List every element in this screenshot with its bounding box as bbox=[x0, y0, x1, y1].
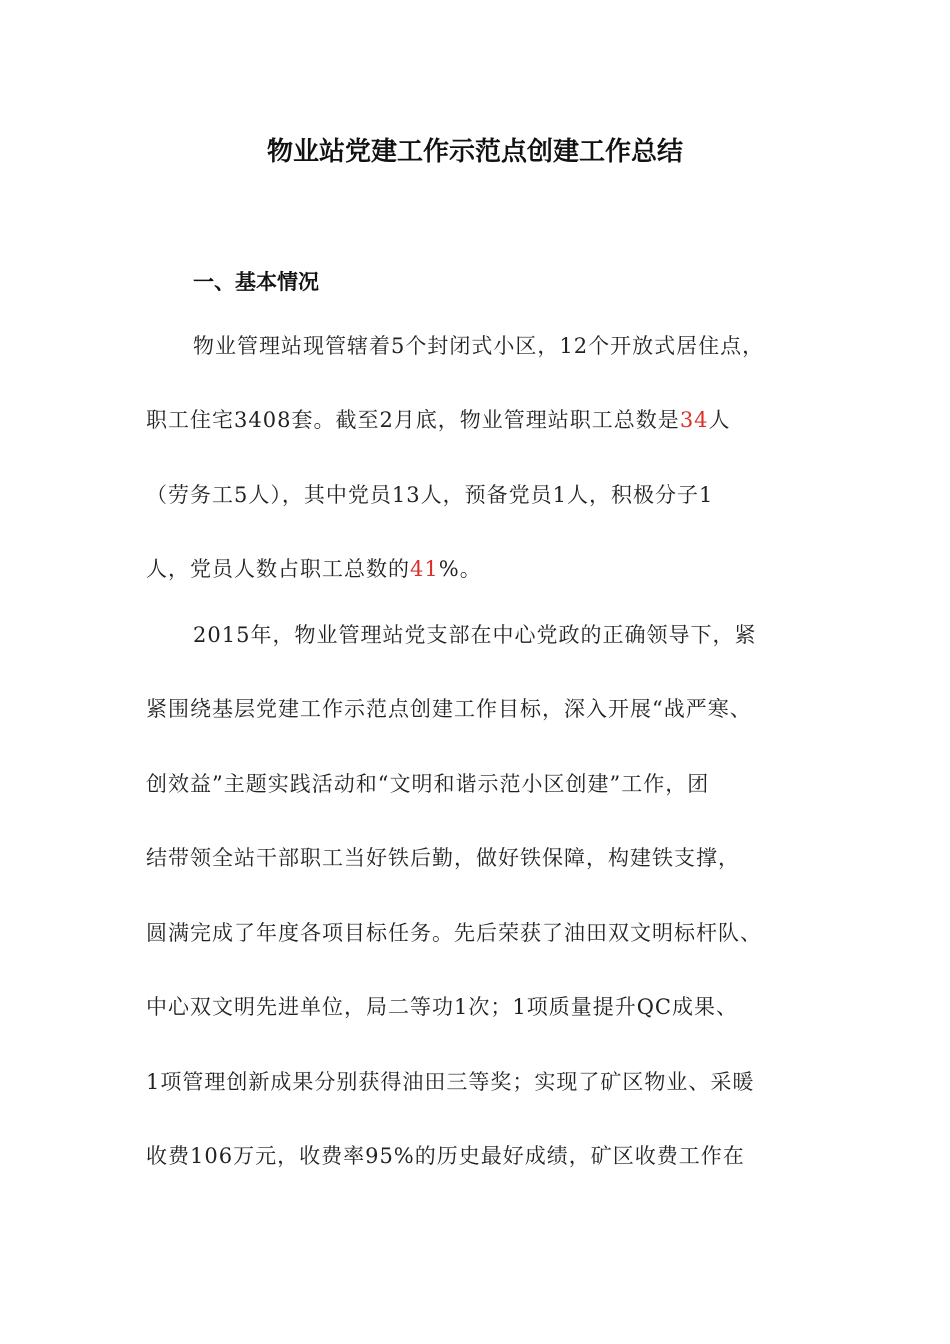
paragraph-line bbox=[146, 477, 713, 513]
text-run: 职工住宅3408套。截至2月底，物业管理站职工总数是 bbox=[146, 408, 680, 432]
text-run: 结带领全站干部职工当好铁后勤，做好铁保障，构建铁支撑， bbox=[146, 846, 740, 870]
text-run: 2015年，物业管理站党支部在中心党政的正确领导下，紧 bbox=[193, 623, 757, 647]
paragraph-line bbox=[193, 617, 756, 653]
paragraph-line bbox=[146, 840, 740, 876]
text-run: 创效益”主题实践活动和“文明和谐示范小区创建”工作，团 bbox=[146, 772, 710, 796]
paragraph-line bbox=[146, 691, 752, 727]
text-run: %。 bbox=[438, 557, 482, 581]
paragraph-line bbox=[193, 328, 764, 364]
highlighted-staff-count: 34 bbox=[679, 408, 709, 432]
paragraph-line bbox=[146, 766, 709, 802]
text-run: 1项管理创新成果分别获得油田三等奖；实现了矿区物业、采暖 bbox=[146, 1070, 755, 1094]
text-run: 人 bbox=[708, 408, 731, 432]
text-run: 圆满完成了年度各项目标任务。先后荣获了油田双文明标杆队、 bbox=[146, 921, 762, 945]
text-run: 收费106万元，收费率95%的历史最好成绩，矿区收费工作在 bbox=[146, 1144, 745, 1168]
text-run: 人，党员人数占职工总数的 bbox=[146, 557, 410, 581]
highlighted-party-percentage: 41 bbox=[410, 557, 439, 581]
text-run: 中心双文明先进单位，局二等功1次；1项质量提升QC成果、 bbox=[146, 995, 739, 1019]
paragraph-line bbox=[146, 1064, 754, 1100]
text-run: 物业管理站现管辖着5个封闭式小区，12个开放式居住点， bbox=[193, 334, 765, 358]
paragraph-line bbox=[146, 915, 762, 951]
paragraph-line bbox=[146, 989, 738, 1025]
paragraph-line bbox=[146, 402, 731, 438]
paragraph-line bbox=[146, 551, 482, 587]
paragraph-line bbox=[146, 1138, 745, 1174]
section-heading-basic-situation: 一、基本情况 bbox=[193, 270, 319, 294]
text-run: 紧围绕基层党建工作示范点创建工作目标，深入开展“战严寒、 bbox=[146, 697, 752, 721]
document-title: 物业站党建工作示范点创建工作总结 bbox=[266, 137, 683, 167]
text-run: （劳务工5人），其中党员13人，预备党员1人，积极分子1 bbox=[146, 483, 714, 507]
